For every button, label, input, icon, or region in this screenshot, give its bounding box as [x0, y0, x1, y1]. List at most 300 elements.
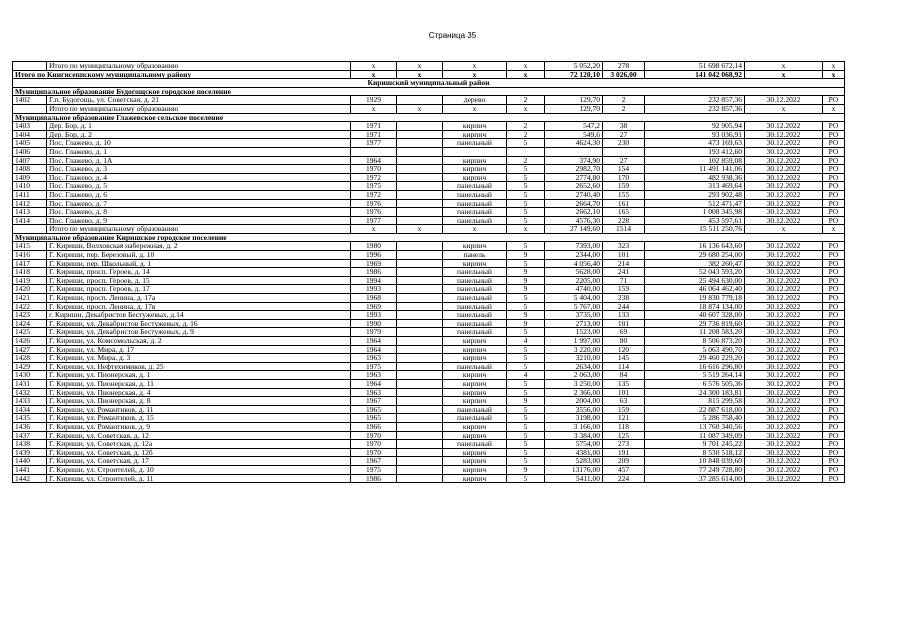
table-cell: 2652,60 [545, 182, 603, 191]
table-row [13, 302, 845, 311]
table-cell: Г. Кириши, ул. Пионерская, д. 4 [47, 388, 351, 397]
table-cell: Пос. Глажево, д. 7 [47, 199, 351, 208]
table-cell: Пос. Глажево, д. 1 [47, 147, 351, 156]
table-cell: Пос. Глажево, д. 3 [47, 165, 351, 174]
table-cell: 71 [603, 276, 645, 285]
table-cell: панельный [443, 268, 507, 277]
table-cell: 29 460 229,20 [645, 354, 745, 363]
table-cell: кирпич [443, 422, 507, 431]
table-row [13, 422, 845, 431]
table-cell: 1419 [13, 276, 47, 285]
table-cell: 133 [603, 311, 645, 320]
table-cell: 1964 [351, 156, 397, 165]
table-cell: 5 [507, 302, 545, 311]
table-cell: 5 [507, 362, 545, 371]
table-cell: 1440 [13, 457, 47, 466]
page-title: Страница 35 [428, 31, 477, 40]
table-cell: кирпич [443, 379, 507, 388]
table-cell: 5 [507, 190, 545, 199]
table-cell: 30.12.2022 [745, 448, 823, 457]
table-cell: 2 [603, 96, 645, 105]
table-cell: 5 [507, 457, 545, 466]
table-row [13, 294, 845, 303]
table-cell: 30.12.2022 [745, 285, 823, 294]
table-cell: 170 [603, 173, 645, 182]
table-cell: 2 [507, 130, 545, 139]
table-cell: 1412 [13, 199, 47, 208]
table-cell: 159 [603, 405, 645, 414]
table-cell: 1432 [13, 388, 47, 397]
table-cell: Пос. Глажево, д. 4 [47, 173, 351, 182]
table-row [13, 147, 845, 156]
table-cell: 244 [603, 302, 645, 311]
table-cell [397, 268, 443, 277]
table-cell: 30.12.2022 [745, 259, 823, 268]
table-cell [397, 294, 443, 303]
table-cell: 4 [507, 371, 545, 380]
table-cell: РО [823, 276, 845, 285]
table-cell: 457 [603, 465, 645, 474]
table-cell: кирпич [443, 457, 507, 466]
table-cell: РО [823, 337, 845, 346]
table-cell: 1 008 345,98 [645, 208, 745, 217]
table-cell: x [443, 104, 507, 113]
section-title: Муниципальное образование Глажевское сельское поселение [13, 113, 845, 122]
table-cell: РО [823, 199, 845, 208]
table-cell: 5 [507, 173, 545, 182]
table-cell: РО [823, 294, 845, 303]
table-cell: 101 [603, 319, 645, 328]
table-cell: 2 366,00 [545, 388, 603, 397]
section-title: Муниципальное образование Киришское городское поселение [13, 233, 845, 242]
table-cell: 30.12.2022 [745, 311, 823, 320]
table-cell: РО [823, 285, 845, 294]
table-cell: 9 [507, 311, 545, 320]
table-cell [397, 371, 443, 380]
table-cell: Г. Кириши, ул. Романтиков, д. 9 [47, 422, 351, 431]
table-cell [397, 156, 443, 165]
table-cell: Г. Кириши, просп. Ленина, д. 17а [47, 294, 351, 303]
table-cell: 3556,00 [545, 405, 603, 414]
table-cell: РО [823, 397, 845, 406]
table-cell: 25 494 630,00 [645, 276, 745, 285]
table-cell: 547,2 [545, 122, 603, 131]
table-cell: 5 [507, 414, 545, 423]
table-row [13, 405, 845, 414]
table-cell: 1423 [13, 311, 47, 320]
table-cell: x [507, 104, 545, 113]
table-cell: 1431 [13, 379, 47, 388]
table-cell: РО [823, 190, 845, 199]
table-cell: 1420 [13, 285, 47, 294]
table-cell: Г. Кириши, ул. Романтиков, д. 11 [47, 405, 351, 414]
table-cell: 5 [507, 474, 545, 483]
table-cell: Г. Кириши, ул. Пионерская, д. 8 [47, 397, 351, 406]
table-cell: панельный [443, 182, 507, 191]
table-cell: 1429 [13, 362, 47, 371]
table-cell: 30.12.2022 [745, 422, 823, 431]
table-cell: панель [443, 251, 507, 260]
table-cell: 5 [507, 165, 545, 174]
table-cell: кирпич [443, 474, 507, 483]
table-cell: кирпич [443, 259, 507, 268]
table-cell: x [745, 104, 823, 113]
table-cell: x [507, 225, 545, 234]
table-cell: x [823, 104, 845, 113]
table-cell: 1965 [351, 405, 397, 414]
table-cell: 38 [603, 122, 645, 131]
table-cell: 1424 [13, 319, 47, 328]
table-cell [397, 182, 443, 191]
table-cell: 40 607 328,00 [645, 311, 745, 320]
table-cell: 30.12.2022 [745, 276, 823, 285]
table-row [13, 379, 845, 388]
table-cell: 30.12.2022 [745, 165, 823, 174]
table-cell: панельный [443, 285, 507, 294]
table-cell: 1970 [351, 448, 397, 457]
table-cell: кирпич [443, 156, 507, 165]
table-cell [397, 397, 443, 406]
table-cell: 512 471,47 [645, 199, 745, 208]
table-cell: 1405 [13, 139, 47, 148]
table-row [13, 130, 845, 139]
table-cell: 1977 [351, 216, 397, 225]
table-cell: 1971 [351, 122, 397, 131]
table-cell: Г. Кириши, просп. Героев, д. 14 [47, 268, 351, 277]
table-cell [397, 388, 443, 397]
table-cell: РО [823, 414, 845, 423]
table-cell: 1402 [13, 96, 47, 105]
table-cell: панельный [443, 208, 507, 217]
table-cell: 8 530 518,12 [645, 448, 745, 457]
table-cell: панельный [443, 362, 507, 371]
table-cell: 1422 [13, 302, 47, 311]
table-cell: 5 [507, 328, 545, 337]
table-cell [397, 208, 443, 217]
table-cell: 1972 [351, 190, 397, 199]
table-cell: 2 [507, 96, 545, 105]
table-cell: 9 [507, 276, 545, 285]
table-cell [397, 122, 443, 131]
table-cell: 815 299,58 [645, 397, 745, 406]
table-row [13, 388, 845, 397]
table-cell: 5 [507, 139, 545, 148]
table-cell: 13176,00 [545, 465, 603, 474]
table-cell: 1986 [351, 474, 397, 483]
table-cell: 1976 [351, 199, 397, 208]
table-cell: 1975 [351, 465, 397, 474]
table-cell [397, 354, 443, 363]
table-row [13, 165, 845, 174]
table-cell [397, 251, 443, 260]
table-cell: 27 [603, 156, 645, 165]
table-cell: 5 [507, 448, 545, 457]
table-row [13, 199, 845, 208]
table-cell [397, 405, 443, 414]
table-cell: Г. Кириши, просп. Ленина, д. 17в [47, 302, 351, 311]
table-row [13, 311, 845, 320]
table-cell: 1425 [13, 328, 47, 337]
table-cell: 30.12.2022 [745, 173, 823, 182]
table-cell: 19 830 779,18 [645, 294, 745, 303]
table-cell: 1426 [13, 337, 47, 346]
table-cell: панельный [443, 199, 507, 208]
table-cell: 5 [507, 354, 545, 363]
table-cell: панельный [443, 319, 507, 328]
section-header-row [13, 233, 845, 242]
table-cell: РО [823, 122, 845, 131]
table-cell: 1976 [351, 208, 397, 217]
table-cell: 30.12.2022 [745, 130, 823, 139]
table-cell: 5 286 758,40 [645, 414, 745, 423]
table-cell: панельный [443, 311, 507, 320]
table-cell: 1975 [351, 362, 397, 371]
table-cell [397, 311, 443, 320]
table-cell: кирпич [443, 465, 507, 474]
table-cell: 101 [603, 388, 645, 397]
table-row [13, 216, 845, 225]
table-cell: 159 [603, 182, 645, 191]
district-name: Киришский муниципальный район [13, 79, 845, 88]
table-cell: 5754,00 [545, 440, 603, 449]
table-cell: 9 [507, 268, 545, 277]
table-cell: Г. Кириши, ул. Декабристов Бестужевых, д. 16 [47, 319, 351, 328]
table-cell [397, 147, 443, 156]
table-cell: 46 064 462,40 [645, 285, 745, 294]
table-cell: панельный [443, 216, 507, 225]
table-cell: 92 905,94 [645, 122, 745, 131]
table-cell [397, 474, 443, 483]
table-cell: Г.п. Будогощь, ул. Советская, д. 21 [47, 96, 351, 105]
table-cell: 1967 [351, 397, 397, 406]
table-cell: 1406 [13, 147, 47, 156]
table-cell: 1413 [13, 208, 47, 217]
table-cell: 30.12.2022 [745, 328, 823, 337]
table-cell: панельный [443, 405, 507, 414]
table-cell [397, 276, 443, 285]
table-row [13, 465, 845, 474]
table-cell: 30.12.2022 [745, 440, 823, 449]
table-cell: 84 [603, 371, 645, 380]
table-cell [397, 242, 443, 251]
table-cell: кирпич [443, 354, 507, 363]
table-cell: 1404 [13, 130, 47, 139]
table-row [13, 328, 845, 337]
mo-total-row [13, 225, 845, 234]
table-cell: 191 [603, 448, 645, 457]
table-cell: 2713,00 [545, 319, 603, 328]
table-cell: 1968 [351, 294, 397, 303]
table-cell: 3 166,00 [545, 422, 603, 431]
table-cell: РО [823, 448, 845, 457]
table-cell: 1442 [13, 474, 47, 483]
table-row [13, 319, 845, 328]
table-cell: Г. Кириши, ул. Мира, д. 3 [47, 354, 351, 363]
table-row [13, 276, 845, 285]
table-cell: 3198,00 [545, 414, 603, 423]
table-cell: x [745, 225, 823, 234]
table-cell: 1965 [351, 414, 397, 423]
table-cell: Г. Кириши, ул. Строителей, д. 11 [47, 474, 351, 483]
table-cell: x [397, 225, 443, 234]
table-cell: 5411,00 [545, 474, 603, 483]
table-row [13, 337, 845, 346]
table-row [13, 448, 845, 457]
table-cell: 30.12.2022 [745, 388, 823, 397]
table-cell: 5 [507, 440, 545, 449]
table-cell: 9 [507, 319, 545, 328]
table-row [13, 251, 845, 260]
table-cell: 5 [507, 259, 545, 268]
table-cell: 18 874 134,00 [645, 302, 745, 311]
table-cell: РО [823, 457, 845, 466]
table-cell: 13 760 340,56 [645, 422, 745, 431]
table-cell: РО [823, 440, 845, 449]
table-cell: Г. Кириши, ул. Советская, д. 12 [47, 431, 351, 440]
table-cell: 374,90 [545, 156, 603, 165]
table-cell: 238 [603, 294, 645, 303]
table-cell: 1980 [351, 242, 397, 251]
housing-table [12, 61, 845, 483]
table-cell: 1403 [13, 122, 47, 131]
table-cell: 5 [507, 379, 545, 388]
table-cell: 29 736 819,60 [645, 319, 745, 328]
table-cell: 214 [603, 259, 645, 268]
table-cell [397, 448, 443, 457]
table-cell: 1 997,00 [545, 337, 603, 346]
table-cell: РО [823, 259, 845, 268]
table-cell: 2344,00 [545, 251, 603, 260]
table-cell: 30.12.2022 [745, 96, 823, 105]
table-cell: 129,70 [545, 96, 603, 105]
table-cell: Г. Кириши, ул. Пионерская, д. 1 [47, 371, 351, 380]
table-cell: 11 208 583,20 [645, 328, 745, 337]
table-cell: 11 087 349,09 [645, 431, 745, 440]
table-cell: 1994 [351, 276, 397, 285]
table-cell: Пос. Глажево, д. 6 [47, 190, 351, 199]
table-cell: 30.12.2022 [745, 319, 823, 328]
table-cell: РО [823, 173, 845, 182]
table-cell: РО [823, 302, 845, 311]
table-cell: 230 [603, 139, 645, 148]
table-cell: РО [823, 216, 845, 225]
table-cell: 129,70 [545, 104, 603, 113]
table-cell: 63 [603, 397, 645, 406]
table-cell: 1929 [351, 96, 397, 105]
table-cell: 30.12.2022 [745, 465, 823, 474]
table-cell: 1439 [13, 448, 47, 457]
table-cell: панельный [443, 294, 507, 303]
table-cell: 293 902,48 [645, 190, 745, 199]
table-cell: 30.12.2022 [745, 397, 823, 406]
table-row [13, 354, 845, 363]
table-cell: 1963 [351, 354, 397, 363]
table-row [13, 414, 845, 423]
table-cell: Г. Кириши, ул. Советская, д. 17 [47, 457, 351, 466]
table-cell: 5 767,00 [545, 302, 603, 311]
table-cell: 313 469,64 [645, 182, 745, 191]
table-cell: РО [823, 431, 845, 440]
table-cell: 93 036,91 [645, 130, 745, 139]
table-cell: 2 [507, 156, 545, 165]
table-cell: 3 220,00 [545, 345, 603, 354]
table-cell [397, 173, 443, 182]
table-cell: 2 063,00 [545, 371, 603, 380]
table-cell: 1964 [351, 345, 397, 354]
table-cell: 2740,40 [545, 190, 603, 199]
table-row [13, 268, 845, 277]
table-cell [397, 328, 443, 337]
table-row [13, 259, 845, 268]
table-cell: 232 857,36 [645, 96, 745, 105]
table-cell: 482 938,36 [645, 173, 745, 182]
table-cell: 4624,30 [545, 139, 603, 148]
table-cell: 1993 [351, 285, 397, 294]
table-cell: РО [823, 165, 845, 174]
table-cell: РО [823, 328, 845, 337]
table-cell: 1970 [351, 431, 397, 440]
table-cell: кирпич [443, 337, 507, 346]
section-header-row [13, 113, 845, 122]
table-cell: 30.12.2022 [745, 371, 823, 380]
table-cell: кирпич [443, 242, 507, 251]
table-cell: 224 [603, 474, 645, 483]
table-cell: РО [823, 242, 845, 251]
table-cell: 1990 [351, 319, 397, 328]
table-cell: x [351, 104, 397, 113]
table-cell: 8 506 873,20 [645, 337, 745, 346]
table-cell: 2634,00 [545, 362, 603, 371]
table-cell: 102 859,08 [645, 156, 745, 165]
table-cell: РО [823, 147, 845, 156]
table-cell: кирпич [443, 397, 507, 406]
table-cell: 1514 [603, 225, 645, 234]
table-cell: 549,6 [545, 130, 603, 139]
table-cell: РО [823, 182, 845, 191]
table-cell [397, 285, 443, 294]
table-cell: РО [823, 311, 845, 320]
table-cell: РО [823, 371, 845, 380]
table-cell: 29 680 254,00 [645, 251, 745, 260]
table-row [13, 242, 845, 251]
table-cell: 1417 [13, 259, 47, 268]
table-cell: 30.12.2022 [745, 354, 823, 363]
table-cell: 30.12.2022 [745, 190, 823, 199]
table-cell [397, 130, 443, 139]
table-cell: 1969 [351, 259, 397, 268]
table-row [13, 362, 845, 371]
table-cell: Г. Кириши, ул. Пионерская, д. 11 [47, 379, 351, 388]
table-cell [397, 139, 443, 148]
table-cell: 16 616 296,80 [645, 362, 745, 371]
table-cell: 1964 [351, 337, 397, 346]
table-cell: 1996 [351, 251, 397, 260]
mo-total-row: Итого по муниципальному образованию x x x x 5 052,20 278 51 698 672,14 x x [13, 62, 845, 71]
table-cell: РО [823, 96, 845, 105]
table-cell: Г. Кириши, ул. Нефтехимиков, д. 25 [47, 362, 351, 371]
table-cell: 4381,00 [545, 448, 603, 457]
table-cell: x [397, 104, 443, 113]
table-row [13, 122, 845, 131]
table-cell: Г. Кириши, ул. Мира, д. 17 [47, 345, 351, 354]
table-cell: 30.12.2022 [745, 139, 823, 148]
table-cell: 5 [507, 199, 545, 208]
table-cell: Г. Кириши, просп. Героев, д. 17 [47, 285, 351, 294]
table-cell: 30.12.2022 [745, 362, 823, 371]
table-cell: кирпич [443, 388, 507, 397]
table-cell: РО [823, 379, 845, 388]
table-row [13, 190, 845, 199]
